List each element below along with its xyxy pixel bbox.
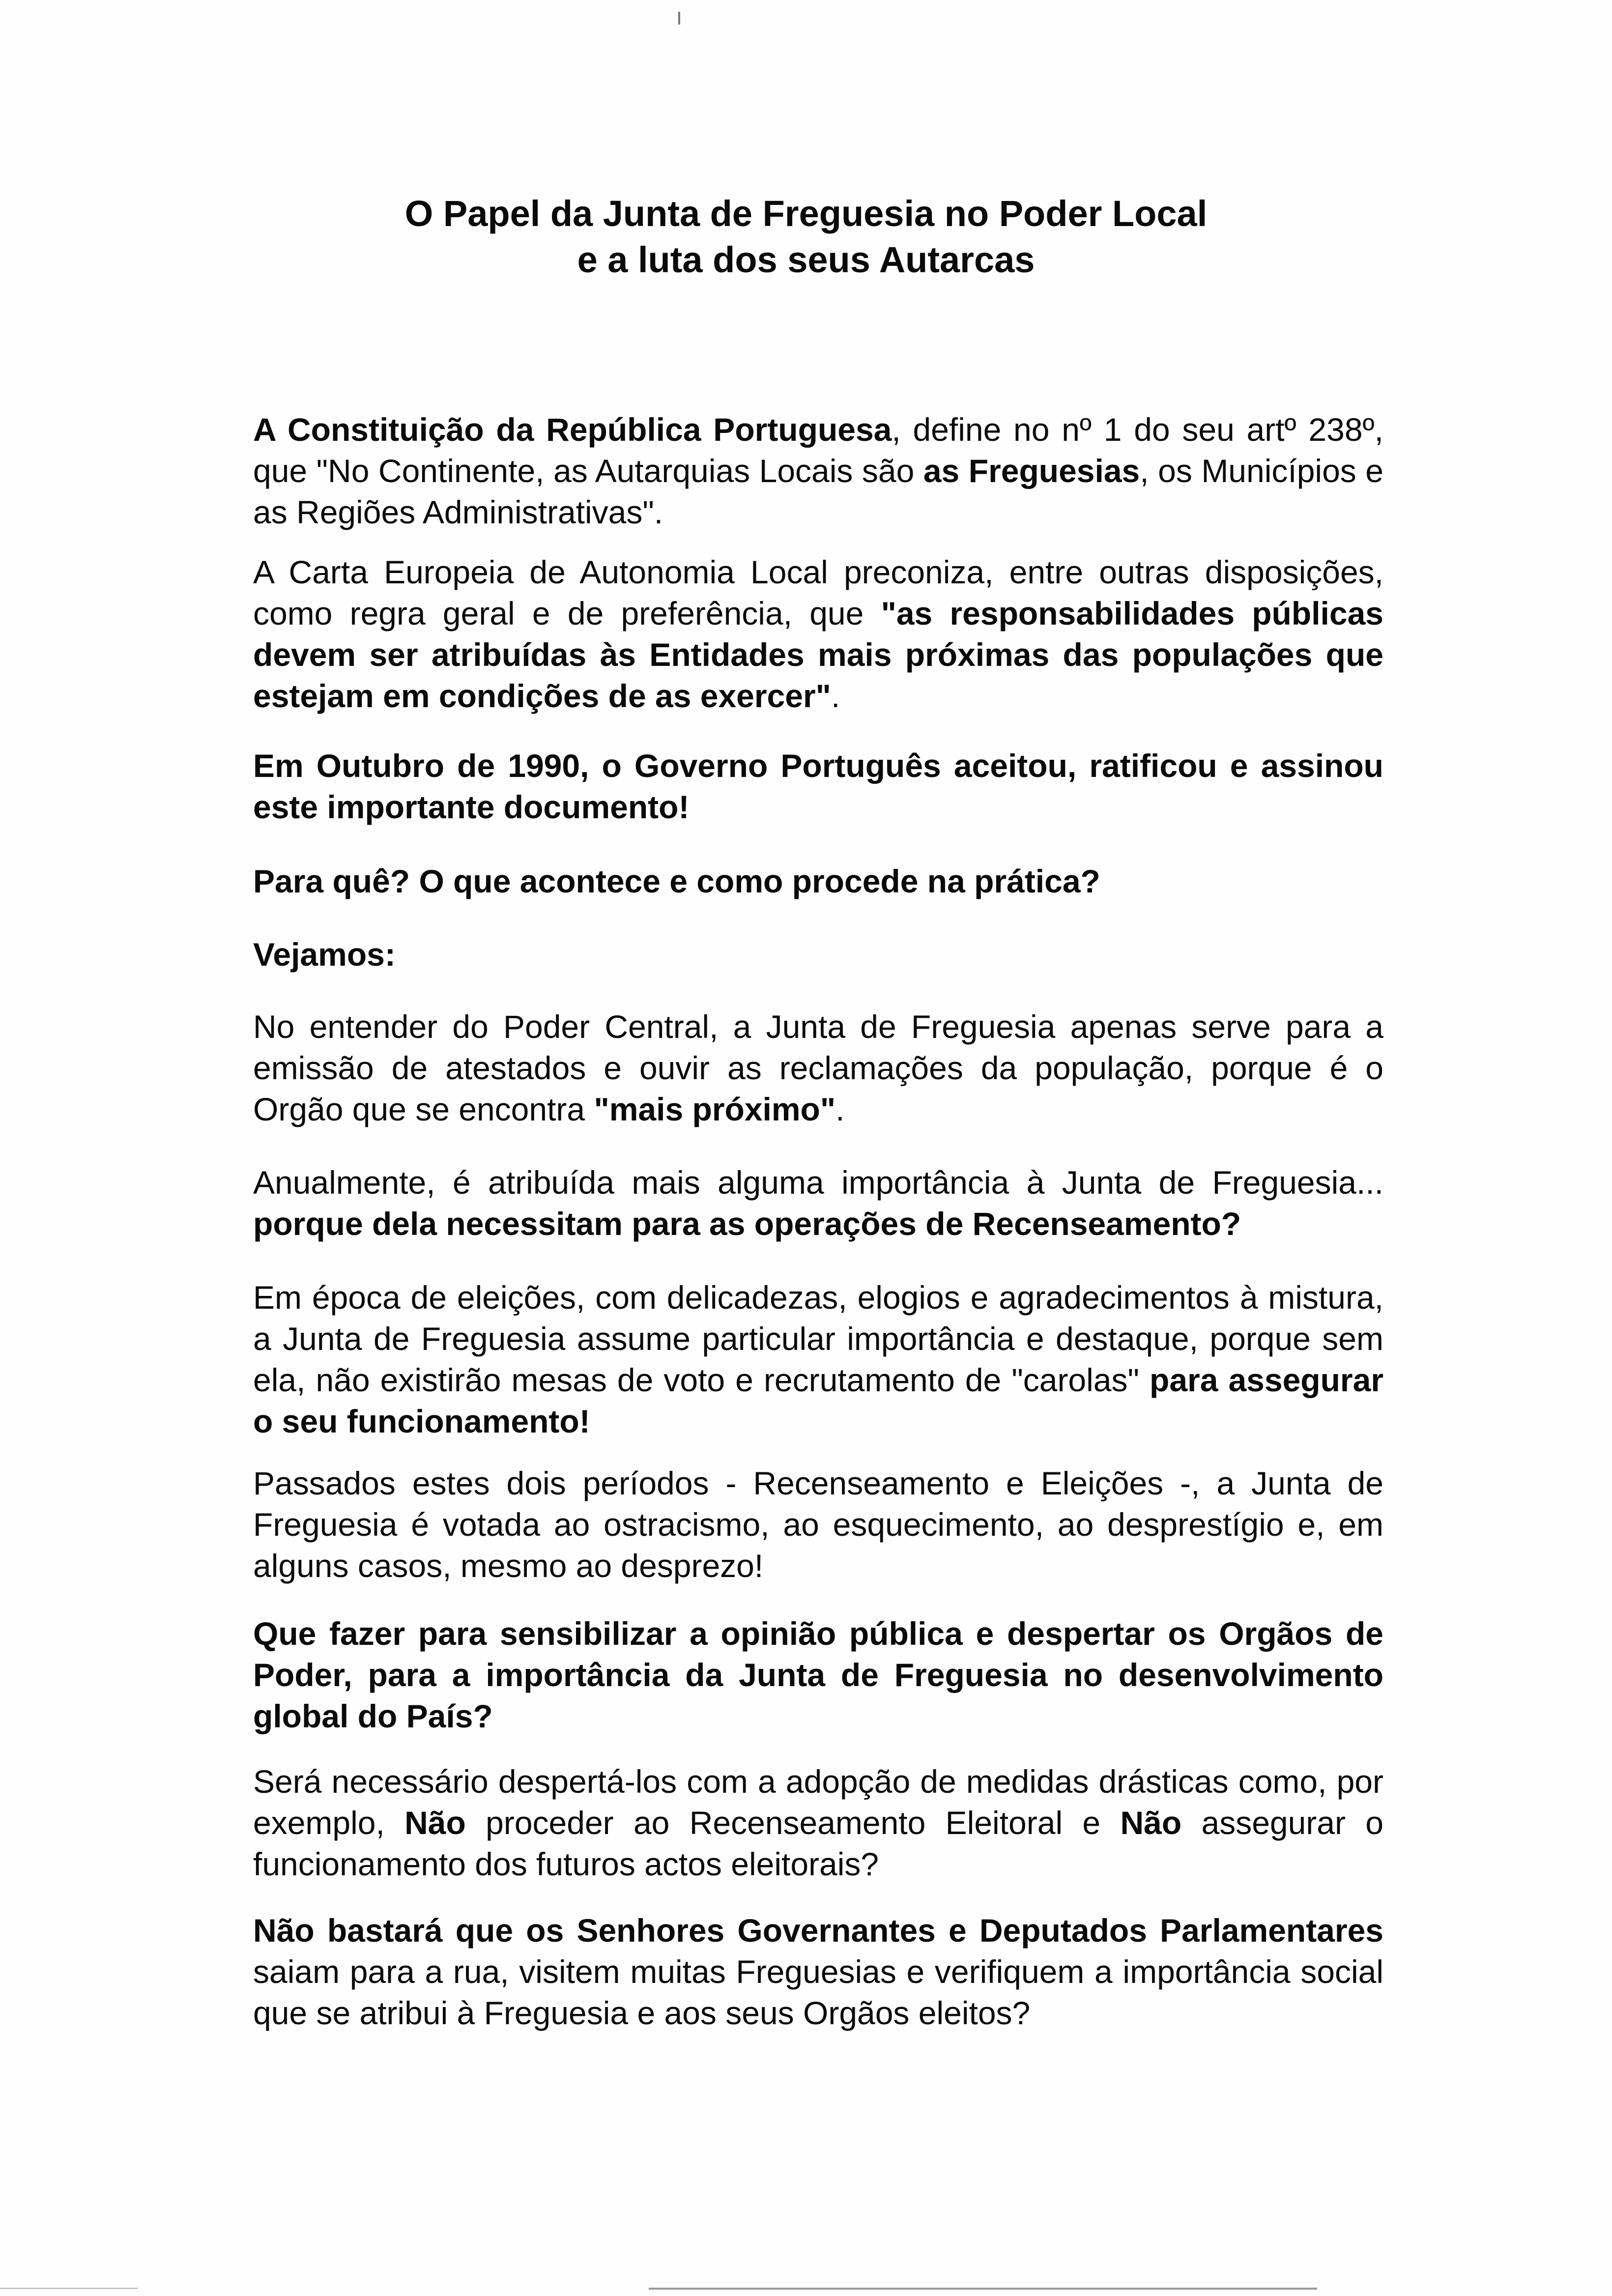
document-title [0,191,1612,283]
paragraph [253,1463,1383,1586]
paragraph [253,1613,1383,1737]
bold-text-run: Para quê? O que acontece e como procede na prática? [253,863,1100,899]
scan-speck [678,12,680,25]
bold-text-run: Que fazer para sensibilizar a opinião pública e despertar os Orgãos de Poder, para a importância da Junta de Freguesia no desenvolvimento global do País? [253,1615,1383,1734]
bold-text-run: Não bastará que os Senhores Governantes e Deputados Parlamentares [253,1912,1383,1949]
title-line-2: e a luta dos seus Autarcas [577,239,1035,280]
text-run: , os Municípios e as Regiões Administrativas". [253,453,1384,530]
paragraph [253,934,1383,975]
paragraph [253,1761,1383,1885]
text-run: , define no nº 1 do seu artº 238º, que "No Continente, as Autarquias Locais são [253,411,1383,489]
paragraph [253,1162,1383,1244]
paragraph [253,1910,1383,2034]
bold-text-run: Não [1120,1805,1182,1841]
bold-text-run: Em Outubro de 1990, o Governo Português aceitou, ratificou e assinou este importante documento! [253,747,1383,825]
bold-text-run: A Constituição da República Portuguesa [253,411,892,448]
text-run: Em época de eleições, com delicadezas, elogios e agradecimentos à mistura, a Junta de Freguesia assume particular importância e destaque, porque sem ela, não existirão mesas de voto e recrutamento de "carolas" [253,1279,1383,1398]
text-run: No entender do Poder Central, a Junta de Freguesia apenas serve para a emissão de atestados e ouvir as reclamações da população, porque é o Orgão que se encontra [253,1008,1383,1127]
text-run: proceder ao Recenseamento Eleitoral e [465,1805,1121,1841]
text-run: Será necessário despertá-los com a adopção de medidas drásticas como, por exemplo, [253,1763,1383,1841]
text-run: Anualmente, é atribuída mais alguma importância à Junta de Freguesia... [253,1164,1383,1201]
bold-text-run: Não [404,1805,466,1841]
bold-text-run: porque dela necessitam para as operações de Recenseamento? [253,1205,1241,1242]
text-run: Passados estes dois períodos - Recenseamento e Eleições -, a Junta de Freguesia é votada ao ostracismo, ao esquecimento, ao desprestígio e, em alguns casos, mesmo ao desprezo! [253,1465,1383,1584]
paragraph [253,1006,1383,1130]
scan-edge-line [0,2288,138,2289]
bold-text-run: "as responsabilidades públicas devem ser atribuídas às Entidades mais próximas das populações que estejam em condições de as exercer" [253,595,1383,714]
bold-text-run: "mais próximo" [594,1091,836,1127]
text-run: saiam para a rua, visitem muitas Freguesias e verifiquem a importância social que se atribui à Freguesia e aos seus Orgãos eleitos? [253,1953,1383,2031]
scan-edge-line [649,2288,1317,2290]
paragraph [253,861,1383,902]
text-run: A Carta Europeia de Autonomia Local preconiza, entre outras disposições, como regra geral e de preferência, que [253,554,1383,631]
paragraph [253,409,1383,533]
bold-text-run: Vejamos: [253,936,396,973]
text-run: . [831,678,840,714]
paragraph [253,551,1383,717]
text-run: assegurar o funcionamento dos futuros actos eleitorais? [253,1805,1384,1882]
text-run: . [835,1091,845,1127]
bold-text-run: as Freguesias [923,453,1140,489]
title-line-1: O Papel da Junta de Freguesia no Poder Local [404,193,1208,234]
paragraph [253,1277,1383,1442]
bold-text-run: para assegurar o seu funcionamento! [253,1362,1383,1439]
paragraph [253,745,1383,828]
